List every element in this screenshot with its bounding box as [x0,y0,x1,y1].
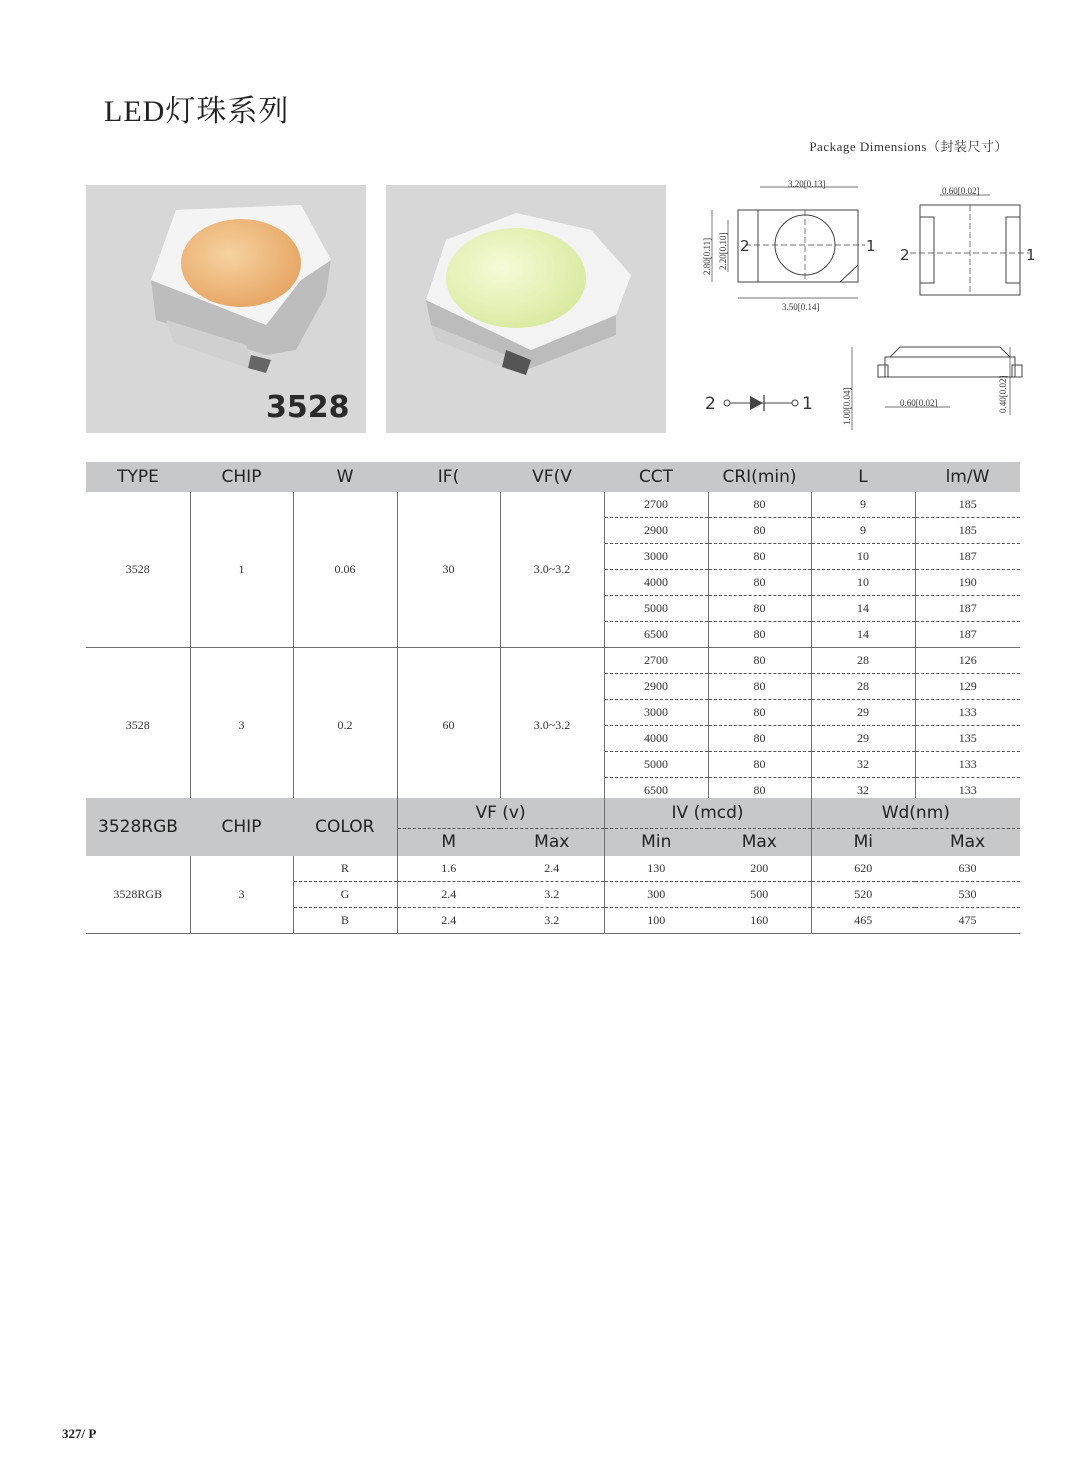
spec-cell-lmw: 185 [915,492,1020,518]
spec-cell-cri: 80 [708,570,811,596]
page-number: 327/ P [62,1426,97,1441]
rgb-cell-wd-min: 620 [811,856,915,882]
col-header-if: IF( [397,462,500,492]
spec-cell-lmw: 187 [915,622,1020,648]
rgb-header-iv: IV (mcd) [604,798,811,828]
cool-white-led-photo [386,185,666,433]
col-header-chip: CHIP [190,462,293,492]
spec-cell-l: 14 [811,596,915,622]
spec-cell-lmw: 187 [915,544,1020,570]
rgb-cell-iv-max: 160 [708,908,811,934]
rgb-cell-color: R [293,856,397,882]
rgb-cell-iv-min: 100 [604,908,708,934]
spec-cell-l: 32 [811,752,915,778]
spec-cell-cct: 6500 [604,622,708,648]
spec-cell-lmw: 187 [915,596,1020,622]
spec-cell-cct: 4000 [604,726,708,752]
rgb-cell-vf-min: 1.6 [397,856,500,882]
spec-cell-cri: 80 [708,518,811,544]
spec-cell-cri: 80 [708,778,811,804]
spec-table-row [86,648,1020,674]
spec-cell-cri: 80 [708,544,811,570]
col-header-cri: CRI(min) [708,462,811,492]
rgb-sub-iv-min: Min [604,828,708,856]
rgb-cell-iv-max: 500 [708,882,811,908]
spec-cell-cri: 80 [708,700,811,726]
spec-cell-cri: 80 [708,726,811,752]
photo-label: 3528 [266,390,350,425]
rgb-header-color: COLOR [293,798,397,856]
diode-pin-2-label: 2 [705,394,716,414]
spec-cell-lmw: 133 [915,778,1020,804]
col-header-lmw: lm/W [915,462,1020,492]
spec-cell-lmw: 133 [915,752,1020,778]
dim-bottom-width: 3.50[0.14] [782,302,820,312]
package-dimension-drawing [700,175,1040,439]
spec-cell-l: 28 [811,648,915,674]
dim-side-width: 0.60[0.02] [942,186,980,196]
spec-cell-vf: 3.0~3.2 [500,648,604,804]
spec-cell-cct: 2700 [604,492,708,518]
rgb-cell-iv-min: 130 [604,856,708,882]
rgb-header-wd: Wd(nm) [811,798,1020,828]
rgb-cell-wd-max: 475 [915,908,1020,934]
spec-cell-cct: 3000 [604,700,708,726]
spec-cell-w: 0.2 [293,648,397,804]
rgb-cell-wd-max: 630 [915,856,1020,882]
dim-height-outer: 2.80[0.11] [702,237,712,275]
spec-cell-chip: 1 [190,492,293,648]
col-header-cct: CCT [604,462,708,492]
spec-cell-type: 3528 [86,648,190,804]
rgb-cell-vf-max: 3.2 [500,908,604,934]
rgb-cell-wd-max: 530 [915,882,1020,908]
spec-table-row [86,492,1020,518]
col-header-w: W [293,462,397,492]
side-pin-2-label: 2 [900,246,910,264]
spec-cell-l: 10 [811,544,915,570]
rgb-cell-iv-max: 200 [708,856,811,882]
rgb-spec-table [86,798,1020,934]
cool-white-led-image [386,185,666,433]
page-title: LED灯珠系列 [104,95,290,128]
rgb-cell-type: 3528RGB [86,856,190,934]
col-header-l: L [811,462,915,492]
rgb-cell-vf-max: 2.4 [500,856,604,882]
rgb-cell-iv-min: 300 [604,882,708,908]
rgb-table-row [86,856,1020,882]
spec-cell-chip: 3 [190,648,293,804]
rgb-cell-wd-min: 520 [811,882,915,908]
side-pin-1-label: 1 [1026,246,1036,264]
rgb-cell-vf-min: 2.4 [397,882,500,908]
spec-cell-lmw: 129 [915,674,1020,700]
dim-lead-width: 0.60[0.02] [900,398,938,408]
package-dimensions-label: Package Dimensions（封装尺寸） [809,139,1008,154]
spec-cell-lmw: 133 [915,700,1020,726]
spec-cell-l: 9 [811,518,915,544]
rgb-sub-wd-min: Mi [811,828,915,856]
spec-cell-cct: 4000 [604,570,708,596]
rgb-sub-vf-max: Max [500,828,604,856]
spec-cell-cri: 80 [708,752,811,778]
warm-white-led-image [86,185,366,433]
rgb-cell-vf-max: 3.2 [500,882,604,908]
spec-cell-cri: 80 [708,492,811,518]
rgb-cell-color: B [293,908,397,934]
spec-cell-lmw: 126 [915,648,1020,674]
spec-cell-cct: 2900 [604,674,708,700]
spec-cell-cct: 2900 [604,518,708,544]
spec-cell-l: 29 [811,726,915,752]
spec-cell-cri: 80 [708,674,811,700]
spec-cell-cri: 80 [708,622,811,648]
spec-cell-cri: 80 [708,648,811,674]
rgb-header-type: 3528RGB [86,798,190,856]
spec-cell-cct: 3000 [604,544,708,570]
spec-cell-l: 28 [811,674,915,700]
spec-cell-lmw: 190 [915,570,1020,596]
rgb-sub-iv-max: Max [708,828,811,856]
dim-side-height: 1.00[0.04] [842,387,852,425]
spec-cell-if: 60 [397,648,500,804]
spec-cell-w: 0.06 [293,492,397,648]
rgb-header-chip: CHIP [190,798,293,856]
spec-cell-l: 29 [811,700,915,726]
diode-pin-1-label: 1 [802,394,813,414]
spec-table-header-row [86,462,1020,492]
spec-cell-cct: 5000 [604,752,708,778]
warm-white-led-photo [86,185,366,433]
rgb-sub-wd-max: Max [915,828,1020,856]
rgb-cell-chip: 3 [190,856,293,934]
rgb-cell-wd-min: 465 [811,908,915,934]
spec-cell-cct: 6500 [604,778,708,804]
dim-lead-height: 0.40[0.02] [998,375,1008,413]
col-header-vf: VF(V [500,462,604,492]
spec-cell-cct: 5000 [604,596,708,622]
spec-cell-l: 9 [811,492,915,518]
spec-cell-if: 30 [397,492,500,648]
pin-1-label: 1 [866,237,876,255]
spec-cell-cri: 80 [708,596,811,622]
spec-cell-l: 10 [811,570,915,596]
spec-cell-lmw: 185 [915,518,1020,544]
dim-top-width: 3.20[0.13] [788,179,826,189]
dim-height-inner: 2.20[0.10] [718,232,728,270]
spec-cell-l: 14 [811,622,915,648]
col-header-type: TYPE [86,462,190,492]
spec-cell-l: 32 [811,778,915,804]
spec-cell-lmw: 135 [915,726,1020,752]
rgb-cell-vf-min: 2.4 [397,908,500,934]
rgb-header-vf: VF (v) [397,798,604,828]
spec-cell-vf: 3.0~3.2 [500,492,604,648]
rgb-cell-color: G [293,882,397,908]
led-spec-table [86,462,1020,804]
rgb-sub-vf-min: M [397,828,500,856]
pin-2-label: 2 [740,237,750,255]
spec-cell-cct: 2700 [604,648,708,674]
spec-cell-type: 3528 [86,492,190,648]
